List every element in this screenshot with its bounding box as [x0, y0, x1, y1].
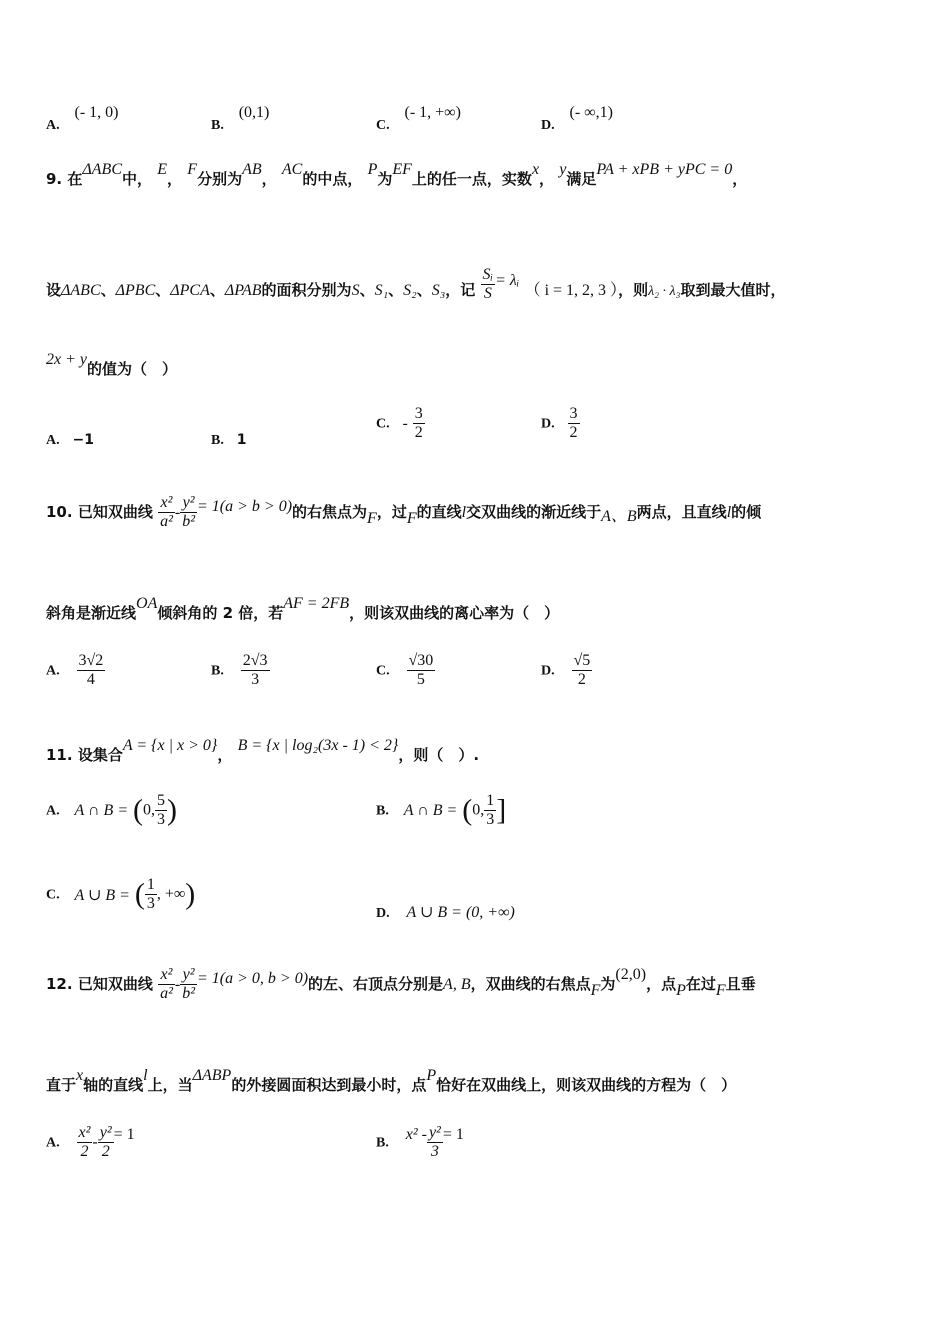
text: 在过 — [685, 975, 716, 993]
denominator: b² — [182, 985, 195, 1002]
hyperbola-condition: = 1(a > b > 0) — [196, 497, 293, 515]
text: 的倾 — [731, 503, 762, 521]
math-p: P — [426, 1067, 437, 1084]
option-expr: (- ∞,1) — [569, 104, 613, 121]
text: 上的任一点，实数 — [411, 170, 532, 188]
text: 、 — [209, 281, 225, 299]
text: 上，当 — [147, 1076, 193, 1094]
math-l: l — [461, 504, 467, 521]
question-number: 10. — [46, 503, 73, 521]
option-expr: (- 1, +∞) — [404, 104, 461, 121]
text: ， — [261, 170, 277, 188]
option-text: −1 — [72, 432, 94, 448]
denominator: 4 — [86, 671, 95, 688]
q11-option-c — [46, 876, 195, 913]
option-label: C. — [376, 118, 390, 133]
q11-option-a — [46, 792, 177, 829]
text: 、 — [416, 281, 432, 299]
option-lhs: A ∩ B = — [74, 801, 129, 819]
text: 恰好在双曲线上，则该双曲线的方程为（ ） — [436, 1076, 737, 1094]
question-number: 9. — [46, 170, 63, 188]
text: 的面积分别为 — [261, 281, 352, 299]
denominator: 3 — [486, 811, 495, 828]
numerator: 1 — [146, 876, 155, 893]
option-label: B. — [211, 433, 224, 448]
math-a-b: A, B — [443, 976, 471, 993]
numerator: 3 — [414, 405, 423, 422]
text: 、 — [100, 281, 116, 299]
question-number: 12. — [46, 975, 73, 993]
text: 在 — [67, 170, 83, 188]
numerator: 1 — [486, 792, 495, 809]
option-label: A. — [46, 803, 60, 819]
math-a-b: A、B — [601, 508, 637, 525]
math-f: F — [715, 982, 726, 999]
q8-option-c — [376, 104, 461, 133]
numerator: Sᵢ — [482, 266, 494, 283]
denominator: a² — [160, 513, 173, 530]
math-2x-plus-y: 2x + y — [46, 351, 87, 368]
numerator: x² — [158, 966, 175, 985]
denominator: 3 — [430, 1143, 439, 1160]
math-f: F — [590, 982, 601, 999]
q12-line2 — [46, 1067, 910, 1095]
option-label: B. — [211, 663, 224, 679]
text: ，记 — [445, 281, 476, 299]
interval-start: 0, — [142, 801, 155, 819]
math-f: F — [367, 510, 377, 527]
numerator: y² — [428, 1124, 441, 1141]
fraction-y2-b2 — [180, 494, 197, 531]
text: 满足 — [566, 170, 597, 188]
math-lambda-i: = λᵢ — [495, 272, 520, 289]
denominator: 3 — [156, 811, 165, 828]
point-2-0: (2,0) — [615, 966, 647, 983]
text: 且垂 — [725, 975, 756, 993]
q9-option-b — [211, 432, 246, 449]
denominator: 3 — [146, 895, 155, 912]
denominator: b² — [182, 513, 195, 530]
text: ，双曲线的右焦点 — [470, 975, 591, 993]
hyperbola-condition: = 1(a > 0, b > 0) — [196, 969, 309, 987]
option-label: C. — [46, 887, 60, 903]
math-p: P — [676, 982, 686, 999]
math-l: l — [726, 504, 732, 521]
option-lead: x² - — [405, 1125, 427, 1143]
text: ， — [217, 746, 233, 764]
interval-start: 0, — [472, 801, 485, 819]
minus-sign: - — [402, 414, 408, 432]
text: 设集合 — [77, 746, 123, 764]
option-lhs: A ∩ B = — [403, 801, 458, 819]
math-s: S — [351, 282, 360, 299]
fraction-x2-a2 — [158, 494, 175, 531]
q10-option-c — [376, 652, 435, 689]
q12-option-b — [376, 1124, 464, 1161]
q10-option-b — [211, 652, 270, 689]
text: 斜角是渐近线 — [46, 604, 137, 622]
math-s2: S₂ — [403, 282, 417, 299]
vector-equation: PA + xPB + yPC = 0 — [596, 161, 733, 178]
math-x: x — [76, 1067, 84, 1084]
fraction-option — [572, 652, 593, 689]
fraction-si-over-s — [481, 266, 496, 303]
q10-line2 — [46, 595, 910, 623]
option-label: D. — [376, 906, 390, 921]
math-ef: EF — [392, 161, 412, 178]
denominator: 2 — [414, 424, 423, 441]
text: ，过 — [376, 503, 407, 521]
fraction-y2-2 — [98, 1124, 114, 1161]
q11-option-b — [376, 792, 506, 829]
numerator: x² — [158, 494, 175, 513]
math-s1: S₁ — [374, 282, 389, 299]
text: 、 — [155, 281, 171, 299]
q9-line2 — [46, 266, 910, 309]
math-triangle-abp: ΔABP — [192, 1067, 232, 1084]
q9-line1 — [46, 161, 910, 189]
q11-option-d — [376, 902, 515, 922]
math-y: y — [559, 161, 567, 178]
text: 已知双曲线 — [77, 975, 153, 993]
interval-end: , +∞ — [156, 885, 186, 903]
text: 设 — [46, 281, 62, 299]
text: 两点，且直线 — [636, 503, 727, 521]
option-expr: A ∪ B = (0, +∞) — [406, 904, 515, 921]
text: 的直线 — [416, 503, 462, 521]
q8-option-d — [541, 104, 613, 133]
option-label: B. — [376, 803, 389, 819]
q9-line3 — [46, 351, 910, 379]
option-label: C. — [376, 416, 390, 432]
open-bracket: ( — [132, 793, 143, 827]
text: 的外接圆面积达到最小时，点 — [231, 1076, 427, 1094]
text: 分别为 — [197, 170, 243, 188]
text: 中， — [122, 170, 153, 188]
math-oa: OA — [136, 595, 158, 612]
fraction-5-3 — [155, 792, 167, 829]
math-triangle: ΔPCA — [170, 282, 210, 299]
fraction-option — [407, 652, 436, 689]
denominator: 2 — [80, 1143, 89, 1160]
numerator: 3 — [569, 405, 578, 422]
open-bracket: ( — [462, 793, 473, 827]
index-range: （ i = 1, 2, 3 ） — [524, 282, 619, 299]
math-triangle-abc: ΔABC — [82, 161, 122, 178]
fraction-y2-3 — [427, 1124, 443, 1161]
option-label: D. — [541, 118, 555, 133]
denominator: S — [483, 285, 492, 302]
math-f: F — [406, 510, 417, 527]
text: ，则该双曲线的离心率为（ ） — [349, 604, 560, 622]
option-label: B. — [376, 1135, 389, 1151]
close-bracket: ) — [185, 877, 196, 911]
text: 交双曲线的渐近线于 — [466, 503, 602, 521]
text: 为 — [377, 170, 393, 188]
numerator: √30 — [408, 652, 434, 669]
equals-one: = 1 — [442, 1125, 464, 1143]
numerator: 3√2 — [78, 652, 104, 669]
set-a: A = {x | x > 0} — [122, 737, 218, 754]
minus-sign: - — [174, 976, 181, 993]
option-label: A. — [46, 118, 60, 133]
option-text: 1 — [236, 432, 247, 448]
fraction-1-3 — [145, 876, 157, 913]
option-label: D. — [541, 416, 555, 432]
math-ac: AC — [281, 161, 303, 178]
math-triangle: ΔPBC — [115, 282, 156, 299]
denominator: a² — [160, 985, 173, 1002]
text: 取到最大值时， — [680, 281, 786, 299]
text: 的值为（ ） — [87, 360, 178, 378]
fraction-3-2 — [413, 405, 425, 442]
math-p: P — [367, 161, 378, 178]
numerator: y² — [180, 494, 197, 513]
q8-option-b — [211, 104, 270, 133]
math-triangle: ΔPAB — [224, 282, 262, 299]
q10-option-d — [541, 652, 592, 689]
q11-line1 — [46, 737, 910, 765]
option-label: A. — [46, 1135, 60, 1151]
math-lambda-product: λ₂ · λ₃ — [648, 284, 681, 299]
q9-option-d — [541, 405, 580, 442]
text: 的左、右顶点分别是 — [308, 975, 444, 993]
q10-line1 — [46, 494, 910, 531]
fraction-y2-b2 — [180, 966, 197, 1003]
text: 、 — [388, 281, 404, 299]
set-b: B = {x | log₂(3x - 1) < 2} — [237, 737, 399, 754]
q10-option-a — [46, 652, 105, 689]
math-x: x — [531, 161, 540, 178]
text: ， — [732, 170, 748, 188]
option-expr: (- 1, 0) — [74, 104, 119, 121]
equals-one: = 1 — [113, 1125, 135, 1143]
numerator: y² — [99, 1124, 112, 1141]
text: 、 — [359, 281, 375, 299]
text: 的右焦点为 — [292, 503, 368, 521]
denominator: 2 — [577, 671, 586, 688]
q12-line1 — [46, 966, 910, 1003]
minus-sign: - — [92, 1133, 98, 1151]
option-label: C. — [376, 663, 390, 679]
close-bracket: ) — [166, 793, 177, 827]
fraction-1-3 — [484, 792, 496, 829]
numerator: 2√3 — [242, 652, 268, 669]
text: ， — [167, 170, 183, 188]
question-number: 11. — [46, 746, 73, 764]
text: ，则 — [618, 281, 649, 299]
text: ， — [539, 170, 555, 188]
close-bracket: ] — [496, 793, 507, 827]
text: 的中点， — [302, 170, 363, 188]
q9-option-a — [46, 432, 94, 449]
text: 倾斜角的 2 倍，若 — [157, 604, 284, 622]
minus-sign: - — [174, 504, 181, 521]
option-expr: (0,1) — [238, 104, 270, 121]
math-ab: AB — [242, 161, 262, 178]
numerator: 5 — [156, 792, 165, 809]
q12-option-a — [46, 1124, 135, 1161]
math-s3: S₃ — [431, 282, 446, 299]
text: ，则（ ）. — [398, 746, 480, 764]
fraction-option — [77, 652, 106, 689]
fraction-3-2 — [568, 405, 580, 442]
option-label: A. — [46, 433, 60, 448]
math-e: E — [157, 161, 168, 178]
fraction-x2-a2 — [158, 966, 175, 1003]
denominator: 3 — [251, 671, 260, 688]
option-label: A. — [46, 663, 60, 679]
fraction-option — [241, 652, 270, 689]
text: ，点 — [646, 975, 677, 993]
fraction-x2-2 — [77, 1124, 93, 1161]
denominator: 2 — [101, 1143, 110, 1160]
denominator: 5 — [416, 671, 425, 688]
q8-option-a — [46, 104, 119, 133]
numerator: x² — [78, 1124, 91, 1141]
text: 已知双曲线 — [77, 503, 153, 521]
option-label: D. — [541, 663, 555, 679]
option-lhs: A ∪ B = — [74, 886, 130, 904]
vector-equation: AF = 2FB — [283, 595, 350, 612]
math-f: F — [187, 161, 198, 178]
option-label: B. — [211, 118, 224, 133]
numerator: y² — [180, 966, 197, 985]
open-bracket: ( — [134, 877, 145, 911]
numerator: √5 — [573, 652, 591, 669]
text: 为 — [600, 975, 616, 993]
denominator: 2 — [569, 424, 578, 441]
math-l: l — [143, 1067, 148, 1084]
math-triangle: ΔABC — [61, 282, 101, 299]
q9-option-c — [376, 405, 425, 442]
text: 轴的直线 — [83, 1076, 144, 1094]
text: 直于 — [46, 1076, 77, 1094]
